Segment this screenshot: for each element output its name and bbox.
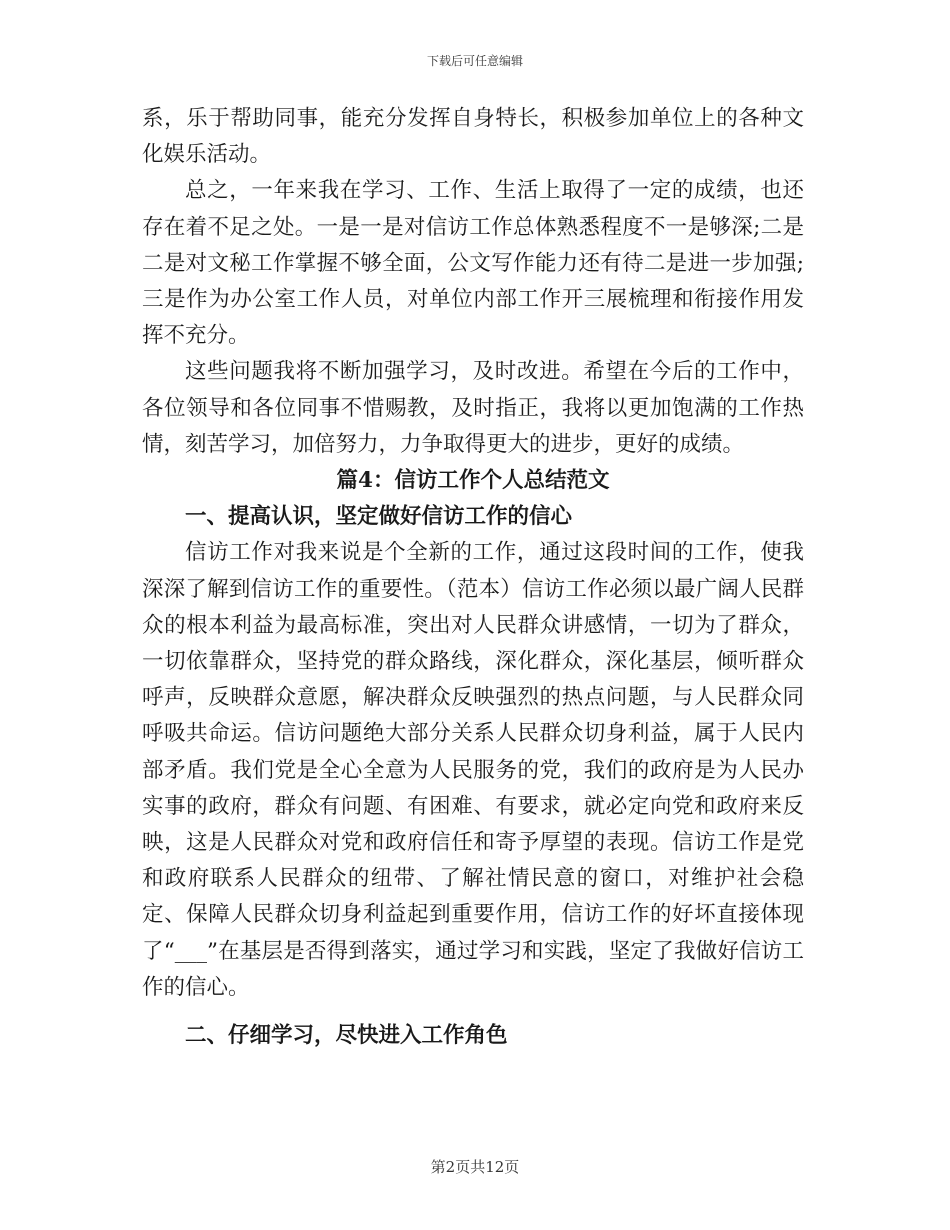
page-header: 下载后可任意编辑 [426, 54, 523, 68]
document-body [142, 101, 804, 1054]
paragraph-improvement: 这些问题我将不断加强学习，及时改进。希望在今后的工作中，各位领导和各位同事不惜赐教，及时指正，我将以更加饱满的工作热情，刻苦学习，加倍努力，力争取得更大的进步，更好的成绩。 [142, 359, 804, 457]
page-footer: 第2页共12页 [430, 1158, 520, 1176]
paragraph-body: 信访工作对我来说是个全新的工作，通过这段时间的工作，使我深深了解到信访工作的重要性。（范本）信访工作必须以最广阔人民群众的根本利益为最高标准，突出对人民群众讲感情，一切为了群众，一切依靠群众，坚持党的群众路线，深化群众，深化基层，倾听群众呼声，反映群众意愿，解决群众反映强烈的热点问题，与人民群众同呼吸共命运。信访问题绝大部分关系人民群众切身利益，属于人民内部矛盾。我们党是全心全意为人民服务的党，我们的政府是为人民办实事的政府，群众有问题、有困难、有要求，就必定向党和政府来反映，这是人民群众对党和政府信任和寄予厚望的表现。信访工作是党和政府联系人民群众的纽带、了解社情民意的窗口，对维护社会稳定、保障人民群众切身利益起到重要作用，信访工作的好坏直接体现了“___”在基层是否得到落实，通过学习和实践，坚定了我做好信访工作的信心。 [142, 540, 804, 1000]
heading-two: 二、仔细学习，尽快进入工作角色 [185, 1023, 508, 1049]
heading-one: 一、提高认识，坚定做好信访工作的信心 [185, 504, 573, 530]
section-title: 篇4：信访工作个人总结范文 [336, 468, 610, 494]
paragraph-continuation: 系，乐于帮助同事，能充分发挥自身特长，积极参加单位上的各种文化娱乐活动。 [142, 106, 804, 168]
paragraph-summary: 总之，一年来我在学习、工作、生活上取得了一定的成绩，也还存在着不足之处。一是一是对信访工作总体熟悉程度不一是够深;二是二是对文秘工作掌握不够全面，公文写作能力还有待二是进一步加强;三是作为办公室工作人员，对单位内部工作开三展梳理和衔接作用发挥不充分。 [142, 178, 804, 349]
